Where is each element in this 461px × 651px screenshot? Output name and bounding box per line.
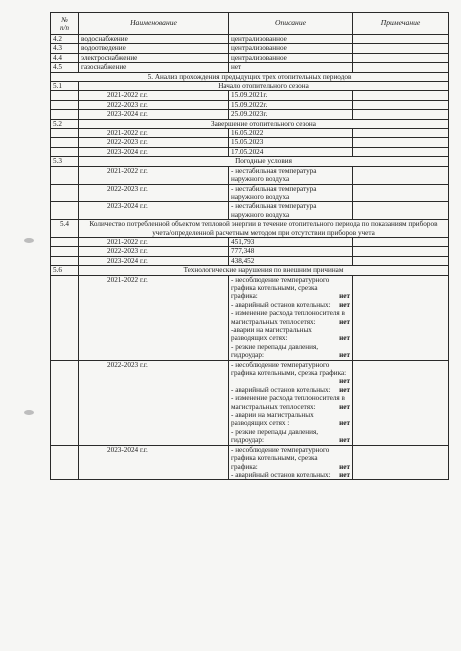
row-num [51, 275, 79, 360]
row-value: 16.05.2022 [229, 129, 353, 138]
table-row [51, 256, 449, 265]
subsection-title: Технологические нарушения по внешним причинам [79, 266, 449, 275]
row-year: 2023-2024 г.г. [79, 202, 229, 220]
header-name: Наименование [79, 13, 229, 35]
row-num [51, 247, 79, 256]
row-name: водоотведение [79, 44, 229, 53]
value-line: - несоблюдение температурного [231, 275, 330, 284]
row-year: 2023-2024 г.г. [79, 256, 229, 265]
row-value [229, 445, 353, 480]
row-num [51, 110, 79, 119]
table-row [51, 237, 449, 246]
row-value [229, 360, 353, 445]
value-line: - нестабильная температура [231, 166, 317, 175]
table-row [51, 44, 449, 53]
value-line: наружного воздуха [231, 175, 290, 184]
table-row [51, 275, 449, 360]
row-note [353, 100, 449, 109]
subsection-num: 5.1 [51, 82, 79, 91]
value-line: -аварии на магистральных [231, 326, 312, 334]
row-value: 438,452 [229, 256, 353, 265]
value-line: - несоблюдение температурного [231, 445, 330, 454]
row-year: 2023-2024 г.г. [79, 110, 229, 119]
row-year: 2021-2022 г.г. [79, 129, 229, 138]
row-num [51, 184, 79, 202]
value-line: графика котельными, срезка графика: [231, 369, 347, 378]
row-year: 2021-2022 г.г. [79, 166, 229, 184]
row-value: 15.09.2022г. [229, 100, 353, 109]
value-line: магистральных теплосетях: нет [231, 402, 350, 411]
section-heading-row [51, 72, 449, 81]
subsection-title: Погодные условия [79, 157, 449, 166]
punch-hole [24, 238, 34, 243]
table-row [51, 63, 449, 72]
row-note [353, 184, 449, 202]
table-row [51, 166, 449, 184]
header-num: № п/п [51, 13, 79, 35]
subsection-num: 5.4 [51, 220, 79, 238]
row-year: 2021-2022 г.г. [79, 91, 229, 100]
row-num: 4.5 [51, 63, 79, 72]
value-line: - резкие перепады давления, [231, 427, 319, 436]
row-value: 17.05.2024 [229, 147, 353, 156]
value-line: графика: нет [231, 462, 350, 471]
table-row [51, 445, 449, 480]
table-row [51, 202, 449, 220]
subsection-row [51, 119, 449, 128]
value-line: гидроудар: нет [231, 351, 350, 360]
value-line: - изменение расхода теплоносителя в [231, 309, 345, 318]
row-year: 2021-2022 г.г. [79, 275, 229, 360]
value-line: наружного воздуха [231, 192, 290, 201]
row-value: 25.09.2023г. [229, 110, 353, 119]
subsection-num: 5.2 [51, 119, 79, 128]
row-value [229, 166, 353, 184]
row-name: водоснабжение [79, 35, 229, 44]
value-line: наружного воздуха [231, 210, 290, 219]
table-row [51, 100, 449, 109]
row-note [353, 53, 449, 62]
value-line: - несоблюдение температурного [231, 360, 330, 369]
subsection-row [51, 266, 449, 275]
row-year: 2021-2022 г.г. [79, 237, 229, 246]
value-line: - резкие перепады давления, [231, 342, 319, 351]
row-value: 15.09.2021г. [229, 91, 353, 100]
value-line: - аварийный останов котельных: нет [231, 300, 350, 309]
subsection-title: Завершение отопительного сезона [79, 119, 449, 128]
row-desc: централизованное [229, 35, 353, 44]
row-num [51, 91, 79, 100]
value-line: нет [339, 377, 350, 386]
row-num [51, 256, 79, 265]
row-desc: централизованное [229, 53, 353, 62]
table-row [51, 110, 449, 119]
table-row [51, 184, 449, 202]
row-value [229, 184, 353, 202]
document-table [50, 12, 449, 480]
row-note [353, 360, 449, 445]
header-note: Примечание [353, 13, 449, 35]
row-year: 2023-2024 г.г. [79, 445, 229, 480]
table-row [51, 53, 449, 62]
row-num [51, 445, 79, 480]
value-line: - нестабильная температура [231, 184, 317, 193]
table-row [51, 247, 449, 256]
row-year: 2023-2024 г.г. [79, 147, 229, 156]
row-num [51, 202, 79, 220]
punch-hole [24, 410, 34, 415]
row-num [51, 166, 79, 184]
row-note [353, 256, 449, 265]
row-note [353, 147, 449, 156]
header-desc: Описание [229, 13, 353, 35]
row-note [353, 202, 449, 220]
subsection-title: Количество потребленной объектом тепловой энергии в течение отопительного периода по показаниям приборов учета/определенной расчетным методом при отсутствии приборов учета [79, 220, 449, 238]
value-line: - нестабильная температура [231, 202, 317, 211]
value-line: разводящих сетях: нет [231, 334, 350, 343]
subsection-title: Начало отопительного сезона [79, 82, 449, 91]
row-num [51, 237, 79, 246]
row-num [51, 100, 79, 109]
table-row [51, 147, 449, 156]
row-num [51, 147, 79, 156]
row-note [353, 247, 449, 256]
section-5-title: 5. Анализ прохождения предыдущих трех отопительных периодов [51, 72, 449, 81]
subsection-row [51, 220, 449, 238]
row-name: электроснабжение [79, 53, 229, 62]
row-note [353, 63, 449, 72]
row-note [353, 91, 449, 100]
row-value: 777,348 [229, 247, 353, 256]
row-note [353, 138, 449, 147]
row-note [353, 35, 449, 44]
value-line: гидроудар: нет [231, 436, 350, 445]
table-row [51, 360, 449, 445]
row-desc: централизованное [229, 44, 353, 53]
row-value [229, 202, 353, 220]
subsection-row [51, 82, 449, 91]
table-row [51, 129, 449, 138]
row-desc: нет [229, 63, 353, 72]
table-row [51, 91, 449, 100]
value-line: графика котельными, срезка [231, 283, 318, 292]
row-note [353, 237, 449, 246]
row-year: 2022-2023 г.г. [79, 138, 229, 147]
row-note [353, 129, 449, 138]
row-note [353, 445, 449, 480]
row-note [353, 44, 449, 53]
row-year: 2022-2023 г.г. [79, 247, 229, 256]
value-line: - аварии на магистральных [231, 411, 314, 420]
subsection-num: 5.6 [51, 266, 79, 275]
row-num [51, 129, 79, 138]
row-num: 4.4 [51, 53, 79, 62]
row-year: 2022-2023 г.г. [79, 100, 229, 109]
row-value [229, 275, 353, 360]
value-line: графика котельными, срезка [231, 454, 318, 463]
row-note [353, 166, 449, 184]
value-line: - аварийный останов котельных: нет [231, 385, 350, 394]
row-year: 2022-2023 г.г. [79, 360, 229, 445]
subsection-row [51, 157, 449, 166]
row-note [353, 110, 449, 119]
value-line: - аварийный останов котельных: нет [231, 470, 350, 479]
row-num: 4.2 [51, 35, 79, 44]
row-value: 15.05.2023 [229, 138, 353, 147]
value-line: разводящих сетях : нет [231, 419, 350, 428]
subsection-num: 5.3 [51, 157, 79, 166]
value-line: - изменение расхода теплоносителя в [231, 394, 345, 403]
value-line: магистральных теплосетях: нет [231, 317, 350, 326]
table-header-row [51, 13, 449, 35]
row-note [353, 275, 449, 360]
table-row [51, 138, 449, 147]
row-year: 2022-2023 г.г. [79, 184, 229, 202]
row-num: 4.3 [51, 44, 79, 53]
row-value: 451,793 [229, 237, 353, 246]
row-num [51, 138, 79, 147]
row-name: газоснабжение [79, 63, 229, 72]
table-row [51, 35, 449, 44]
row-num [51, 360, 79, 445]
value-line: графика: нет [231, 292, 350, 301]
